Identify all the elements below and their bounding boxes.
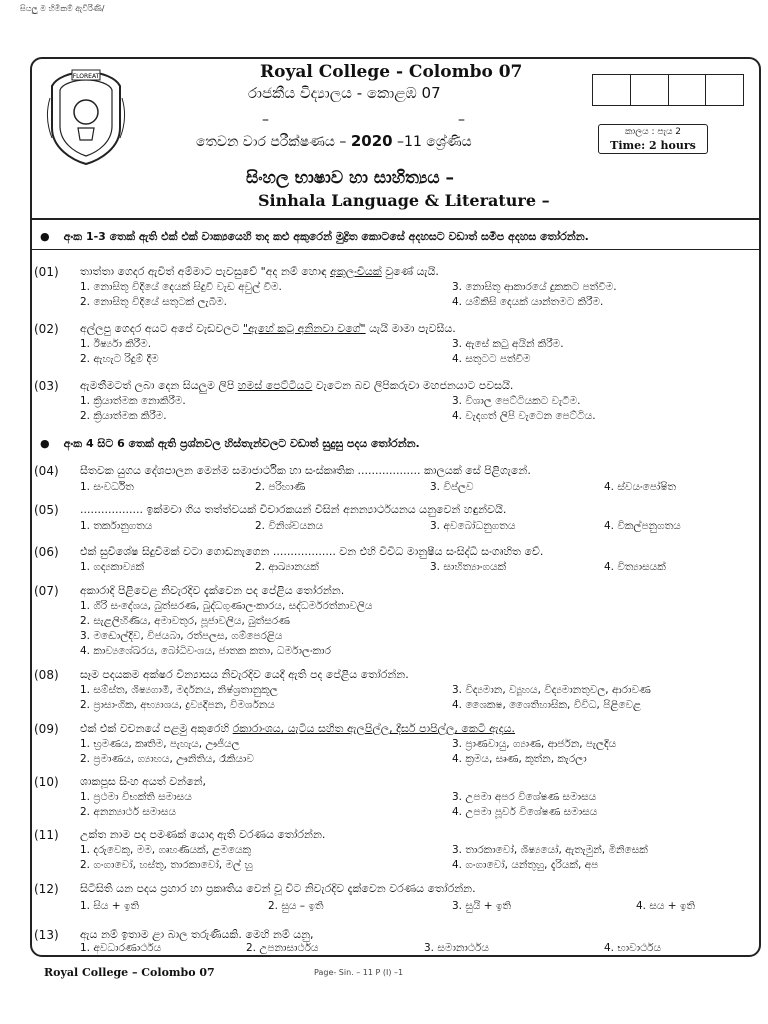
question-number: (01) bbox=[34, 265, 59, 279]
question-text: සිටිසිති යන පදය ප්‍රහාර හා ප්‍රකෘතිය වෙන් වූ විට නිවැරදිව දැක්වෙන වරණය තෝරන්න. bbox=[80, 882, 476, 895]
option[interactable]: 3. මඬොල්දිව, විජයබා, රත්පලස, ගම්පෙරළිය bbox=[80, 630, 283, 642]
option[interactable]: 3. ප්‍රාණවායු, ග්‍යාණ, ආර්ජන, පැලදිය bbox=[452, 738, 617, 750]
option[interactable]: 2. පරිහාණි bbox=[255, 481, 306, 493]
school-name-en: Royal College - Colombo 07 bbox=[260, 62, 523, 82]
question-text: තාත්තා ගෙදර ඇවිත් අම්මාට පැවසුවේ "අද නම් හොඳ අකුලංචියක් වුණේ යැයි. bbox=[80, 265, 439, 278]
question-number: (09) bbox=[34, 722, 59, 736]
question-text: අල්ලපු ගෙදර අයට අපේ වැඩවලට "ඇහේ කටු අනිනවා වගේ" යැයි මාමා පැවසීය. bbox=[80, 322, 456, 335]
question-number: (03) bbox=[34, 379, 59, 393]
question-text: සීතවක යුගය දේශපාලන මෙන්ම සමාජාර්ථික හා සංස්කෘතික .................. කාලයක් සේ පිළිගැනේ. bbox=[80, 464, 531, 477]
time-label-en: Time: 2 hours bbox=[610, 139, 696, 152]
subject-title-si: සිංහල භාෂාව හා සාහිත්‍යය – bbox=[246, 168, 455, 188]
option[interactable]: 4. විත්‍යාසයක් bbox=[604, 561, 666, 573]
option[interactable]: 4. විකල්පනුගතය bbox=[604, 520, 681, 532]
question-number: (11) bbox=[34, 828, 59, 842]
option[interactable]: 3. විද්‍යමාන, ව්‍යූහය, විද්‍යමානතුවල, ආරාවණ bbox=[452, 684, 651, 696]
option[interactable]: 1. ගිරි සංදේශය, බුත්සරණ, බුද්ධගුණාලංකාරය, සද්ධර්මරත්නාවලිය bbox=[80, 600, 373, 612]
option[interactable]: 2. ඇහැට රිදුම් දීම bbox=[80, 353, 159, 365]
index-box[interactable] bbox=[669, 75, 707, 105]
school-name-si: රාජකීය විද්‍යාලය - කොළඹ 07 bbox=[248, 84, 441, 102]
option[interactable]: 3. විප්ලව bbox=[430, 481, 474, 493]
option[interactable]: 2. උපනාසාර්ථය bbox=[246, 942, 319, 954]
option[interactable]: 1. අවධාරණාර්ථය bbox=[80, 942, 162, 954]
index-box[interactable] bbox=[706, 75, 743, 105]
divider bbox=[30, 249, 761, 250]
instruction-text: අංක 1-3 තෙක් ඇති එක් එක් වාක්‍යයෙහි තද කළු අකුරෙන් මුද්‍රිත කොටසේ අදහසට වඩාත් සමීප අදහස තෝරන්න. bbox=[63, 230, 589, 243]
question-text: ඇය නම් ඉතාම ළා බාල තරුණියකි. මෙහි නම් යනු, bbox=[80, 928, 314, 941]
option[interactable]: 4. සතුටට පත්වීම bbox=[452, 353, 531, 365]
question-number: (06) bbox=[34, 545, 59, 559]
question-text: උක්ත නාම පද පමණක් යොදා ඇති වරණය තෝරන්න. bbox=[80, 828, 326, 841]
option[interactable]: 1. ප්‍රථමා විභක්ති සමාසය bbox=[80, 791, 192, 803]
option[interactable]: 2. අනන්‍යාර්ථ සමාසය bbox=[80, 806, 176, 818]
option[interactable]: 2. නොසිතූ විදියේ සතුටක් ලැබීම. bbox=[80, 296, 227, 308]
question-text: ඇමතීමටත් ලබා දෙන සියලුම ලිපි හමස් පෙට්ටියට වැටෙන බව ලිපිකරුවා මහජනයාට පවසයි. bbox=[80, 379, 514, 392]
option[interactable]: 1. සම්ස්ත, ශිෂ්‍යගාමී, මර්දනය, නිෂ්ශ්‍රතානුකූල bbox=[80, 684, 278, 696]
option[interactable]: 1. ගද්‍යකාව්‍යක් bbox=[80, 561, 145, 573]
time-box bbox=[598, 124, 708, 154]
bullet-icon: ● bbox=[40, 437, 50, 450]
index-box[interactable] bbox=[631, 75, 669, 105]
bullet-icon: ● bbox=[40, 230, 50, 243]
question-text: අකාරාදි පිළිවෙළ නිවැරදිව දැක්වෙන පද පේළිය තෝරන්න. bbox=[80, 584, 345, 597]
option[interactable]: 3. තාරකාවෝ, ශිෂ්‍යයෝ, ඇතැමුන්, මිනිසෙක් bbox=[452, 844, 648, 856]
question-number: (04) bbox=[34, 464, 59, 478]
option[interactable]: 3. සුයි + ඉති bbox=[452, 900, 512, 912]
option[interactable]: 3. විශාල පෙට්ටියකට වැටීම. bbox=[452, 395, 581, 407]
exam-title bbox=[196, 132, 472, 150]
option[interactable]: 1. තර්කානුගතය bbox=[80, 520, 153, 532]
footer-school: Royal College – Colombo 07 bbox=[44, 966, 215, 979]
option[interactable]: 2. ගංගාවෝ, හස්තූ, තාරකාවෝ, මල් හු bbox=[80, 859, 253, 871]
subject-title-en: Sinhala Language & Literature – bbox=[258, 191, 550, 210]
option[interactable]: 1. භ්‍රමණය, කෘතිම, පැහැය, ඌජියල bbox=[80, 738, 240, 750]
option[interactable]: 4. සය + ඉති bbox=[636, 900, 696, 912]
question-text: එක් එක් වචනයේ පළමු අකුරෙහි රකාරාංශය, යැටිය සහිත ඇලපිල්ල, දීර්ඝ පාපිල්ල, කෙටි ඇදය. bbox=[80, 722, 516, 735]
exam-year: 2020 bbox=[350, 132, 393, 150]
footer-page: Page- Sin. – 11 P (I) –1 bbox=[314, 968, 404, 977]
header-dash: – bbox=[458, 112, 465, 128]
divider bbox=[30, 218, 761, 220]
option[interactable]: 4. කාව්‍යශේඛරය, බෝධිවංශය, ජාතක කතා, ධර්මාලංකාර bbox=[80, 645, 331, 657]
option[interactable]: 3. ඇසේ කටු අයින් කිරීම. bbox=[452, 338, 564, 350]
instruction-1 bbox=[40, 230, 589, 244]
question-number: (12) bbox=[34, 882, 59, 896]
option[interactable]: 2. ක්‍රියාත්මක කිරීම. bbox=[80, 410, 167, 422]
option[interactable]: 1. ක්‍රියාත්මක නොකිරීම. bbox=[80, 395, 186, 407]
index-number-boxes[interactable] bbox=[592, 74, 744, 106]
option[interactable]: 4. ගංගාවෝ, යන්තුහු, දැරියක්, අප bbox=[452, 859, 599, 871]
exam-grade: –11 ශ්‍රේණිය bbox=[392, 134, 472, 150]
option[interactable]: 4. ක්‍රමය, සෘණ, කූත්න, කැරලා bbox=[452, 753, 587, 765]
option[interactable]: 4. ශෛකෂ, ශෛතිහාසික, විවිධ, පිළිවෙළ bbox=[452, 699, 642, 711]
option[interactable]: 4. යම්කිසි දෙයක් යාන්තමට කිරීම. bbox=[452, 296, 604, 308]
option[interactable]: 2. ප්‍රමාණය, ග්‍යාහය, ඌනිතිය, රෑකියාව bbox=[80, 753, 254, 765]
question-number: (08) bbox=[34, 668, 59, 682]
crest-motto: FLOREAT bbox=[72, 73, 100, 80]
option[interactable]: 2. ආඛ්‍යානයක් bbox=[255, 561, 319, 573]
question-text: .................. ඉක්මවා ගිය තත්ත්වයක් විචාරකයන් විසින් අනන්‍යාර්ථයනය යනුවෙන් හඳුන්වයි. bbox=[80, 503, 507, 516]
exam-title-text: තෙවන වාර පරීක්ෂණය – bbox=[196, 134, 351, 150]
question-number: (02) bbox=[34, 322, 59, 336]
option[interactable]: 1. සංවර්ධිත bbox=[80, 481, 134, 493]
option[interactable]: 1. සිය + ඉති bbox=[80, 900, 140, 912]
option[interactable]: 3. සාහිත්‍යාංගයක් bbox=[430, 561, 507, 573]
time-label-si: කාලය : පැය 2 bbox=[624, 127, 682, 137]
question-number: (07) bbox=[34, 584, 59, 598]
option[interactable]: 4. ස්වයංපෝෂිත bbox=[604, 481, 677, 493]
option[interactable]: 2. සුය – ඉති bbox=[268, 900, 324, 912]
question-text: ශාකපූස සිංහ අයත් වන්නේ, bbox=[80, 775, 206, 788]
option[interactable]: 3. සමානාර්ථය bbox=[424, 942, 489, 954]
option[interactable]: 1. නොසිතූ විදියේ දෙයක් සිදුවී වැඩ අවුල් වීම. bbox=[80, 281, 282, 293]
instruction-2 bbox=[40, 437, 420, 451]
question-number: (13) bbox=[34, 928, 59, 942]
option[interactable]: 4. උපමා පූර්ව විශේෂණ සමාසය bbox=[452, 806, 598, 818]
instruction-text: අංක 4 සිට 6 තෙක් ඇති ප්‍රශ්නවල හිස්තැන්වලට වඩාත් සුදුසු පදය තෝරන්න. bbox=[63, 437, 420, 450]
option[interactable]: 1. ඊර්ෂ්‍යා කිරීම. bbox=[80, 338, 152, 350]
option[interactable]: 4. වැදගත් ලිපි වැටෙන පෙට්ටිය. bbox=[452, 410, 596, 422]
option[interactable]: 4. භාවාර්ථය bbox=[604, 942, 662, 954]
option[interactable]: 2. ප්‍රාසාංගික, අභ්‍යාශය, ද්‍රව්‍යදිපන, විමර්ශනය bbox=[80, 699, 275, 711]
copyright-notice: සියලු ම හිමිකම් ඇවිරිණි/ bbox=[20, 4, 105, 13]
option[interactable]: 3. නොසිතූ ආකාරයේ දුකකට පත්වීම. bbox=[452, 281, 617, 293]
index-box[interactable] bbox=[593, 75, 631, 105]
question-text: එක් සුවිශේෂ සිදුවීමක් වටා ගොඩනැගෙන .................. වන එහි විවිධ මානුෂීය සංසිද්ධි සංගෘහිත වේ. bbox=[80, 545, 544, 558]
option[interactable]: 2. සැළලිහිණිය, අමාවතුර, පූජාවලිය, බුත්සරණ bbox=[80, 615, 290, 627]
question-number: (10) bbox=[34, 775, 59, 789]
option[interactable]: 3. උපමා අපර විශේෂණ සමාසය bbox=[452, 791, 597, 803]
question-text: සෑම පදයකම අක්ෂර වින්‍යාසය නිවැරදිව යෙදී ඇති පද පේළිය තෝරන්න. bbox=[80, 668, 409, 681]
question-number: (05) bbox=[34, 503, 59, 517]
option[interactable]: 2. විනිශ්චයනය bbox=[255, 520, 324, 532]
school-crest-logo bbox=[42, 68, 130, 166]
option[interactable]: 3. අවබෝධනුගතය bbox=[430, 520, 516, 532]
header-dash: – bbox=[262, 112, 269, 128]
option[interactable]: 1. දරුවෙකු, මම, ගෘහණියක්, ළමයෙකු bbox=[80, 844, 252, 856]
